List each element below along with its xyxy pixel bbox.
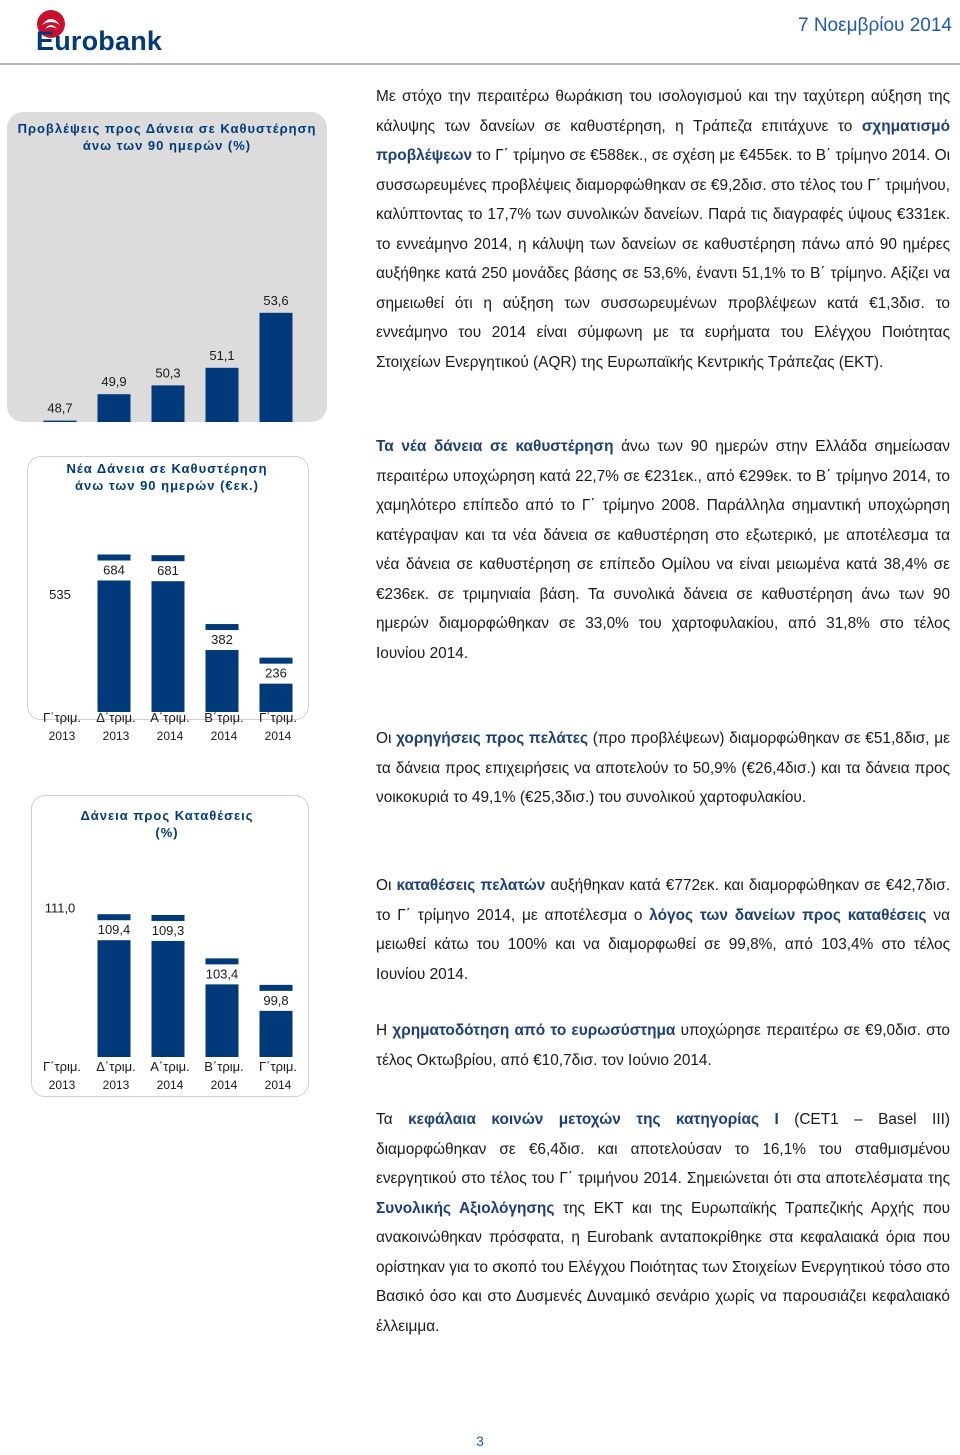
emphasis-text: χρηματοδότηση από το ευρωσύστημα bbox=[392, 1022, 676, 1039]
header-divider bbox=[0, 63, 960, 65]
category-label: 2014 bbox=[210, 1078, 238, 1092]
eurobank-logo bbox=[36, 8, 184, 54]
bar bbox=[260, 313, 293, 422]
bar bbox=[44, 421, 77, 422]
category-label: Β΄τριμ. bbox=[204, 1059, 244, 1074]
value-label: 99,8 bbox=[263, 992, 289, 1008]
bar bbox=[152, 385, 185, 422]
body-text: αυξήθηκαν κατά €772εκ. και διαμορφώθηκαν σε €42,7δισ. το Γ΄ τρίμηνο 2014, με αποτέλεσμα ο bbox=[376, 877, 950, 924]
value-label: 109,3 bbox=[151, 922, 185, 938]
category-label: 2013 bbox=[102, 1078, 130, 1092]
body-text: (CET1 – Basel III) διαμορφώθηκαν σε €6,4δισ. και αποτελούσαν το 16,1% του σταθμισμένου ενεργητικού στο τέλος του Γ΄ τριμήνου 2014. Σημειώνεται ότι στα αποτελέσματα της bbox=[376, 1111, 950, 1187]
chart-loans-to-deposits bbox=[7, 795, 327, 1105]
page-number: 3 bbox=[476, 1433, 484, 1449]
category-label: 2014 bbox=[156, 1078, 184, 1092]
category-label: Α΄τριμ. bbox=[150, 710, 190, 725]
value-label: 49,9 bbox=[101, 374, 127, 390]
category-label: Δ΄τριμ. bbox=[96, 710, 136, 725]
chart-title: Νέα Δάνεια σε Καθυστέρηση άνω των 90 ημερών (€εκ.) bbox=[66, 461, 268, 493]
emphasis-text: Συνολικής Αξιολόγησης bbox=[376, 1199, 555, 1217]
body-text: Οι bbox=[376, 877, 397, 894]
category-label: 2014 bbox=[156, 729, 184, 743]
paragraph-deposits bbox=[376, 871, 950, 989]
value-label: 111,0 bbox=[44, 900, 76, 916]
value-label: 103,4 bbox=[205, 966, 239, 982]
category-label: 2013 bbox=[102, 729, 130, 743]
chart-new-npl bbox=[7, 452, 327, 762]
emphasis-text: κεφάλαια κοινών μετοχών της κατηγορίας Ι bbox=[408, 1111, 779, 1128]
category-label: 2014 bbox=[210, 729, 238, 743]
body-text: Τα bbox=[376, 1111, 409, 1128]
category-label: Γ΄τριμ. bbox=[42, 710, 82, 725]
body-text: το Γ΄ τρίμηνο σε €588εκ., σε σχέση με €455εκ. το Β΄ τρίμηνο 2014. Οι συσσωρευμένες προβλέψεις διαμορφώθηκαν σε €9,2δισ. στο τέλος του Γ΄ τριμήνου, καλύπτοντας το 17,7% των συνολικών δανείων. Παρά τις διαγραφές ύψους €331εκ. το εννεάμηνο 2014, η κάλυψη των δανείων σε καθυστέρηση πάνω από 90 ημέρες αυξήθηκε κατά 250 μονάδες βάσης σε 53,6%, έναντι 51,1% το Β΄ τρίμηνο. Αξίζει να σημειωθεί ότι η αύξηση των συσσωρευμένων προβλέψεων κατά €1,3δισ. το εννεάμηνο του 2014 είναι σύμφωνη με τα ευρήματα του Ελέγχου Ποιότητας Στοιχείων Ενεργητικού (AQR) της Ευρωπαϊκής Κεντρικής Τράπεζας (ΕΚΤ). bbox=[376, 147, 950, 371]
category-label: Β΄τριμ. bbox=[204, 710, 244, 725]
category-label: 2014 bbox=[264, 1078, 292, 1092]
category-label: 2013 bbox=[48, 729, 76, 743]
emphasis-text: λόγος των δανείων προς καταθέσεις bbox=[649, 906, 927, 924]
body-text: (προ προβλέψεων) διαμορφώθηκαν σε €51,8δισ, με τα δάνεια προς επιχειρήσεις να αποτελούν το 50,9% (€26,4δισ.) και τα δάνεια προς νοικοκυριά το 49,1% (€25,3δισ.) του συνολικού χαρτοφυλακίου. bbox=[376, 730, 951, 806]
body-text: Με στόχο την περαιτέρω θωράκιση του ισολογισμού και την ταχύτερη αύξηση της κάλυψης των δανείων σε καθυστέρηση, η Τράπεζα επιτάχυνε το bbox=[376, 88, 950, 135]
chart-title: Δάνεια προς Καταθέσεις (%) bbox=[80, 808, 254, 840]
body-text: Η bbox=[376, 1022, 393, 1039]
value-label: 684 bbox=[103, 562, 125, 578]
chart-title: Προβλέψεις προς Δάνεια σε Καθυστέρηση άνω των 90 ημερών (%) bbox=[17, 121, 317, 153]
value-label: 236 bbox=[265, 665, 287, 681]
emphasis-text: χορηγήσεις προς πελάτες bbox=[396, 730, 589, 747]
body-text: Οι bbox=[376, 730, 397, 747]
chart-svg bbox=[7, 452, 327, 762]
category-label: 2013 bbox=[48, 1078, 76, 1092]
bar bbox=[206, 368, 239, 422]
chart-svg bbox=[7, 112, 327, 422]
paragraph-cet1 bbox=[376, 1105, 950, 1341]
body-text: υποχώρησε περαιτέρω σε €9,0δισ. στο τέλος Οκτωβρίου, από €10,7δισ. τον Ιούνιο 2014. bbox=[376, 1022, 950, 1069]
value-label: 48,7 bbox=[47, 400, 73, 416]
body-text: να μειωθεί κάτω του 100% και να διαμορφωθεί σε 99,8%, από 103,4% στο τέλος Ιουνίου 2014. bbox=[376, 906, 950, 983]
emphasis-text: καταθέσεις πελατών bbox=[396, 877, 546, 894]
value-label: 382 bbox=[211, 632, 233, 648]
brand-name: Eurobank bbox=[36, 26, 163, 56]
value-label: 53,6 bbox=[263, 292, 289, 308]
paragraph-new-npl bbox=[376, 432, 950, 668]
category-label: Α΄τριμ. bbox=[150, 1059, 190, 1074]
value-label: 51,1 bbox=[209, 347, 235, 363]
category-label: Γ΄τριμ. bbox=[258, 1059, 298, 1074]
emphasis-text: σχηματισμό προβλέψεων bbox=[376, 117, 950, 164]
value-label: 50,3 bbox=[155, 365, 181, 381]
category-label: Γ΄τριμ. bbox=[258, 710, 298, 725]
category-label: Δ΄τριμ. bbox=[96, 1059, 136, 1074]
value-label: 535 bbox=[49, 586, 71, 602]
report-date: 7 Νοεμβρίου 2014 bbox=[797, 15, 952, 36]
body-text: άνω των 90 ημερών στην Ελλάδα σημείωσαν περαιτέρω υποχώρηση κατά 22,7% σε €231εκ., από €299εκ. το Β΄ τρίμηνο 2014, το χαμηλότερο επίπεδο από το Γ΄ τρίμηνο 2008. Παράλληλα σημαντική υποχώρηση κατέγραψαν και τα νέα δάνεια σε καθυστέρηση στο εξωτερικό, με αποτέλεσμα τα νέα δάνεια σε καθυστέρηση σε επίπεδο Ομίλου να είναι μειωμένα κατά 38,4% σε €236εκ. σε τριμηνιαία βάση. Τα συνολικά δάνεια σε καθυστέρηση άνω των 90 ημερών διαμορφώθηκαν σε 33,0% του χαρτοφυλακίου, από 31,8% στο τέλος Ιουνίου 2014. bbox=[376, 438, 950, 662]
category-label: 2014 bbox=[264, 729, 292, 743]
paragraph-loans bbox=[376, 724, 950, 813]
paragraph-eurosystem bbox=[376, 1016, 950, 1075]
category-label: Γ΄τριμ. bbox=[42, 1059, 82, 1074]
chart-svg bbox=[7, 795, 327, 1105]
body-text: της ΕΚΤ και της Ευρωπαϊκής Τραπεζικής Αρχής που ανακοινώθηκαν πρόσφατα, η Eurobank ανταποκρίθηκε στα κεφαλαιακά όρια που ορίστηκαν για το σκοπό του Ελέγχου Ποιότητας των Στοιχείων Ενεργητικού τόσο στο Βασικό όσο και στο Δυσμενές Δυναμικό σενάριο χωρίς να παρουσιάζει κεφαλαιακό έλλειμμα. bbox=[376, 1199, 950, 1335]
chart-provisions-coverage bbox=[7, 112, 327, 422]
value-label: 109,4 bbox=[97, 922, 131, 938]
bar bbox=[98, 394, 131, 422]
paragraph-provisions bbox=[376, 82, 950, 377]
emphasis-text: Τα νέα δάνεια σε καθυστέρηση bbox=[376, 438, 614, 455]
value-label: 681 bbox=[157, 563, 179, 579]
